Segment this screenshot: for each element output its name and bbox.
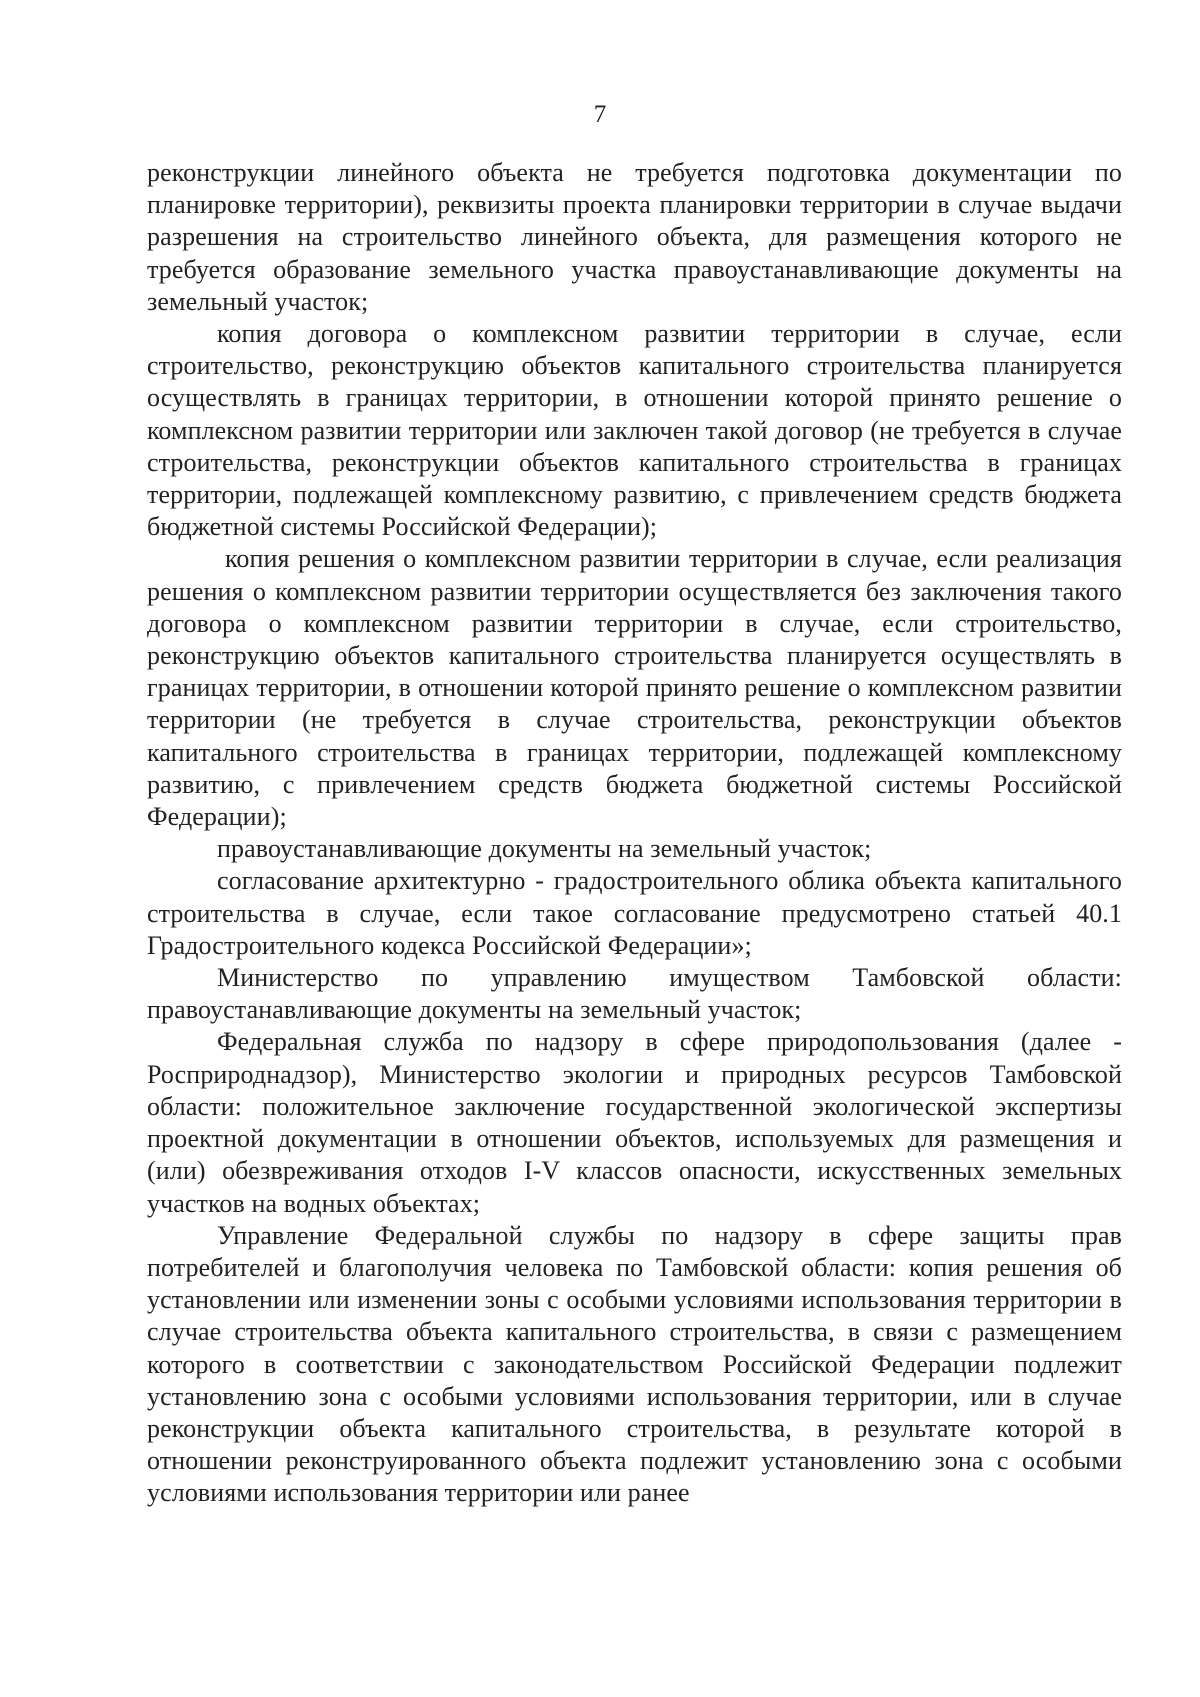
paragraph-architectural-approval: согласование архитектурно - градостроительного облика объекта капитального строительства в случае, если такое согласование предусмотрено статьей 40.1 Градостроительного кодекса Российской Федерации»; — [147, 866, 1122, 960]
paragraph-property-ministry: Министерство по управлению имуществом Тамбовской области: правоустанавливающие документы на земельный участок; — [147, 963, 1122, 1025]
paragraph-rosprirodnadzor: Федеральная служба по надзору в сфере природопользования (далее - Росприроднадзор), Министерство экологии и природных ресурсов Тамбовской области: положительное заключение государственной экологической экспертизы проектной документации в отношении объектов, используемых для размещения и (или) обезвреживания отходов I-V классов опасности, искусственных земельных участков на водных объектах; — [147, 1027, 1122, 1218]
paragraph-development-decision-copy: копия решения о комплексном развитии территории в случае, если реализация решения о комплексном развитии территории осуществляется без заключения такого договора о комплексном развитии территории в случае, если строительство, реконструкцию объектов капитального строительства планируется осуществлять в границах территории, в отношении которой принято решение о комплексном развитии территории (не требуется в случае строительства, реконструкции объектов капитального строительства в границах территории, подлежащей комплексному развитию, с привлечением средств бюджета бюджетной системы Российской Федерации); — [147, 544, 1122, 832]
document-body — [147, 157, 1122, 1510]
page-number: 7 — [593, 101, 607, 128]
paragraph-land-title-documents: правоустанавливающие документы на земельный участок; — [217, 834, 872, 864]
paragraph-rospotrebnadzor: Управление Федеральной службы по надзору в сфере защиты прав потребителей и благополучия человека по Тамбовской области: копия решения об установлении или изменении зоны с особыми условиями использования территории в случае строительства объекта капитального строительства, в связи с размещением которого в соответствии с законодательством Российской Федерации подлежит установлению зона с особыми условиями использования территории, или в случае реконструкции объекта капитального строительства, в результате которой в отношении реконструированного объекта подлежит установлению зона с особыми условиями использования территории или ранее — [147, 1220, 1122, 1508]
paragraph-development-agreement-copy: копия договора о комплексном развитии территории в случае, если строительство, реконструкцию объектов капитального строительства планируется осуществлять в границах территории, в отношении которой принято решение о комплексном развитии территории или заключен такой договор (не требуется в случае строительства, реконструкции объектов капитального строительства в границах территории, подлежащей комплексному развитию, с привлечением средств бюджета бюджетной системы Российской Федерации); — [147, 319, 1122, 542]
paragraph-continuation: реконструкции линейного объекта не требуется подготовка документации по планировке территории), реквизиты проекта планировки территории в случае выдачи разрешения на строительство линейного объекта, для размещения которого не требуется образование земельного участка правоустанавливающие документы на земельный участок; — [147, 158, 1122, 316]
